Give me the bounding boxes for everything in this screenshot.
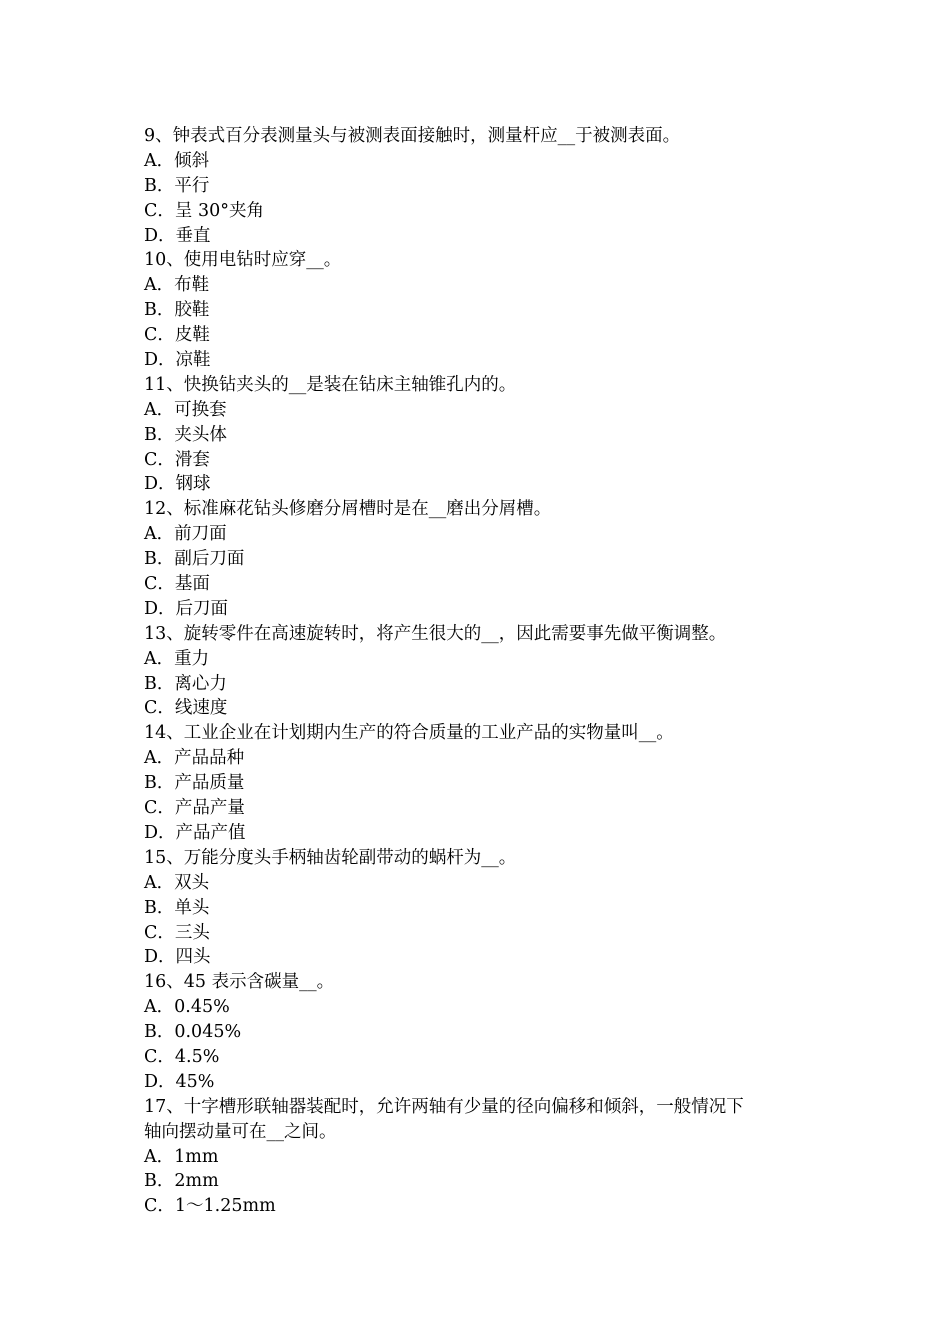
question-16 [144, 970, 814, 1094]
question-stem: 13、旋转零件在高速旋转时，将产生很大的__，因此需要事先做平衡调整。 [144, 623, 727, 644]
option-c: C．4.5% [144, 1046, 220, 1067]
question-11 [144, 373, 814, 497]
option-c: C．皮鞋 [144, 325, 210, 346]
option-b: B．离心力 [144, 673, 227, 694]
option-c: C．线速度 [144, 698, 228, 719]
option-a: A．产品品种 [144, 748, 245, 769]
question-9 [144, 124, 814, 248]
option-b: B．单头 [144, 897, 210, 918]
option-a: A．前刀面 [144, 524, 227, 545]
question-stem: 15、万能分度头手柄轴齿轮副带动的蜗杆为__。 [144, 847, 517, 868]
question-stem: 14、工业企业在计划期内生产的符合质量的工业产品的实物量叫__。 [144, 723, 674, 744]
question-stem: 11、快换钻夹头的__是装在钻床主轴锥孔内的。 [144, 374, 517, 395]
option-a: A．0.45% [144, 997, 230, 1018]
option-d: D．四头 [144, 947, 211, 968]
option-b: B．夹头体 [144, 424, 227, 445]
option-a: A．可换套 [144, 399, 227, 420]
question-stem: 10、使用电钻时应穿__。 [144, 250, 342, 271]
option-c: C．呈 30°夹角 [144, 200, 264, 221]
option-b: B．平行 [144, 175, 210, 196]
question-17 [144, 1095, 814, 1219]
option-b: B．产品质量 [144, 773, 245, 794]
question-10 [144, 248, 814, 372]
option-b: B．2mm [144, 1171, 219, 1192]
question-stem-line-2: 轴向摆动量可在__之间。 [144, 1121, 337, 1142]
question-14 [144, 721, 814, 845]
option-b: B．副后刀面 [144, 549, 245, 570]
option-d: D．垂直 [144, 225, 211, 246]
option-d: D．钢球 [144, 474, 211, 495]
option-d: D．45% [144, 1071, 215, 1092]
question-stem: 12、标准麻花钻头修磨分屑槽时是在__磨出分屑槽。 [144, 499, 552, 520]
option-a: A．1mm [144, 1146, 219, 1167]
option-d: D．凉鞋 [144, 350, 211, 371]
question-12 [144, 497, 814, 621]
option-c: C．三头 [144, 922, 210, 943]
option-b: B．0.045% [144, 1022, 242, 1043]
question-stem-line-1: 17、十字槽形联轴器装配时，允许两轴有少量的径向偏移和倾斜，一般情况下 [144, 1096, 744, 1117]
option-a: A．重力 [144, 648, 210, 669]
option-d: D．产品产值 [144, 822, 246, 843]
question-stem: 16、45 表示含碳量__。 [144, 972, 335, 993]
question-stem: 9、钟表式百分表测量头与被测表面接触时，测量杆应__于被测表面。 [144, 126, 681, 146]
option-a: A．倾斜 [144, 150, 210, 171]
option-c: C．1～1.25mm [144, 1196, 276, 1217]
option-d: D．后刀面 [144, 598, 229, 619]
option-b: B．胶鞋 [144, 300, 210, 321]
option-c: C．产品产量 [144, 798, 245, 819]
option-a: A．布鞋 [144, 275, 210, 296]
question-list [144, 124, 814, 1219]
option-c: C．滑套 [144, 449, 210, 470]
question-13 [144, 622, 814, 722]
option-a: A．双头 [144, 872, 210, 893]
question-15 [144, 846, 814, 970]
option-c: C．基面 [144, 574, 210, 595]
